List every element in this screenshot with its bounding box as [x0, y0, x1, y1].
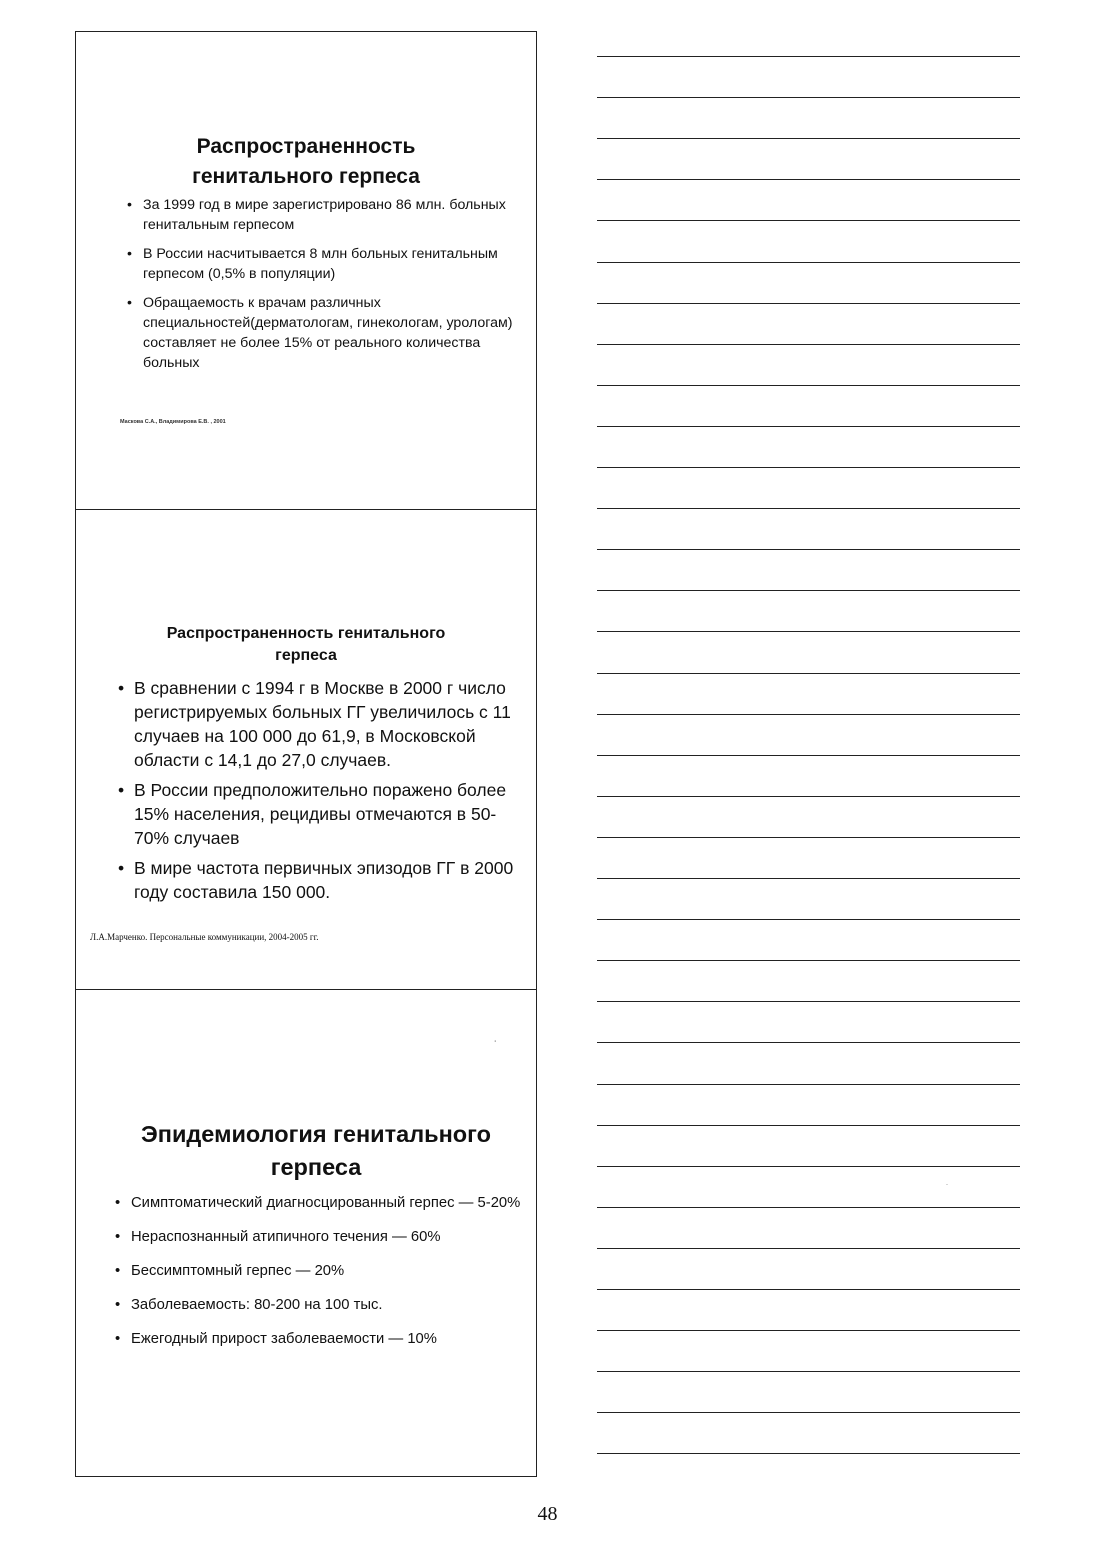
note-line	[597, 220, 1020, 221]
note-line	[597, 344, 1020, 345]
note-line	[597, 673, 1020, 674]
note-line	[597, 549, 1020, 550]
bullet-list	[143, 195, 513, 382]
slide-epidemiology	[76, 990, 536, 1476]
note-line	[597, 714, 1020, 715]
bullet-item: • Симптоматический диагносцированный герпес — 5-20%	[131, 1192, 526, 1214]
note-line	[597, 1125, 1020, 1126]
note-line	[597, 426, 1020, 427]
note-line	[597, 467, 1020, 468]
bullet-item: • Бессимптомный герпес — 20%	[131, 1260, 526, 1282]
bullet-item: • В сравнении с 1994 г в Москве в 2000 г число регистрируемых больных ГГ увеличилось с 11 случаев на 100 000 до 61,9, в Московской области с 14,1 до 27,0 случаев.	[134, 676, 519, 772]
scan-speck: ·	[946, 1182, 948, 1188]
note-line	[597, 1453, 1020, 1454]
bullet-item: • Нераспознанный атипичного течения — 60%	[131, 1226, 526, 1248]
slide-prevalence-2	[76, 510, 536, 990]
note-line	[597, 1166, 1020, 1167]
note-line	[597, 1084, 1020, 1085]
note-line	[597, 179, 1020, 180]
note-line	[597, 56, 1020, 57]
note-line	[597, 385, 1020, 386]
bullet-item: • Заболеваемость: 80-200 на 100 тыс.	[131, 1294, 526, 1316]
bullet-list	[134, 676, 519, 910]
note-line	[597, 960, 1020, 961]
bullet-item: • Обращаемость к врачам различных специальностей(дерматологам, гинекологам, урологам) составляет не более 15% от реального количества больных	[143, 293, 513, 373]
note-line	[597, 796, 1020, 797]
note-line	[597, 919, 1020, 920]
notes-lines	[597, 0, 1020, 1500]
slide-title: Эпидемиология генитального герпеса	[141, 1121, 491, 1180]
note-line	[597, 138, 1020, 139]
note-line	[597, 631, 1020, 632]
bullet-item: • В России насчитывается 8 млн больных генитальным герпесом (0,5% в популяции)	[143, 244, 513, 284]
note-line	[597, 508, 1020, 509]
note-line	[597, 1330, 1020, 1331]
slide-prevalence-1	[76, 32, 536, 510]
slide-title: Распространенность генитального герпеса	[192, 135, 420, 188]
note-line	[597, 1248, 1020, 1249]
note-line	[597, 837, 1020, 838]
note-line	[597, 303, 1020, 304]
note-line	[597, 262, 1020, 263]
scan-speck: ˙	[494, 1040, 498, 1051]
page-number: 48	[537, 1503, 558, 1525]
bullet-item: • В мире частота первичных эпизодов ГГ в 2000 году составила 150 000.	[134, 856, 519, 904]
slide-source: Л.А.Марченко. Персональные коммуникации, 2004-2005 гг.	[90, 932, 319, 942]
note-line	[597, 97, 1020, 98]
note-line	[597, 1371, 1020, 1372]
note-line	[597, 590, 1020, 591]
slides-column	[75, 31, 537, 1477]
bullet-list	[131, 1192, 526, 1362]
note-line	[597, 1289, 1020, 1290]
note-line	[597, 1042, 1020, 1043]
bullet-item: • Ежегодный прирост заболеваемости — 10%	[131, 1328, 526, 1350]
note-line	[597, 878, 1020, 879]
slide-title: Распространенность генитального герпеса	[166, 625, 446, 664]
note-line	[597, 755, 1020, 756]
note-line	[597, 1001, 1020, 1002]
slide-source: Маскова С.А., Владимирова Е.В. , 2001	[120, 419, 226, 425]
note-line	[597, 1207, 1020, 1208]
bullet-item: • За 1999 год в мире зарегистрировано 86 млн. больных генитальным герпесом	[143, 195, 513, 235]
note-line	[597, 1412, 1020, 1413]
bullet-item: • В России предположительно поражено более 15% населения, рецидивы отмечаются в 50-70% случаев	[134, 778, 519, 850]
